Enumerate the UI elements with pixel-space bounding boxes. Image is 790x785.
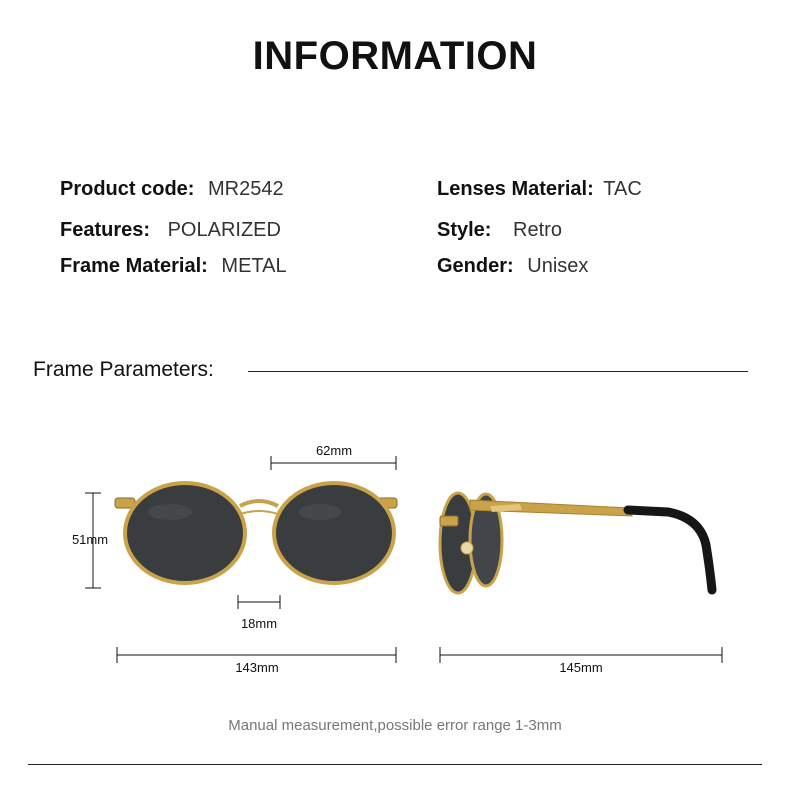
bridge-width-label: 18mm: [240, 616, 278, 631]
spec-label: Lenses Material:: [437, 178, 594, 200]
glasses-side-view: [440, 493, 712, 593]
lens-height-label: 51mm: [71, 532, 109, 547]
temple-length-label: 145mm: [559, 660, 603, 675]
measurement-note: Manual measurement,possible error range 1-3mm: [228, 717, 562, 734]
spec-label: Product code:: [60, 178, 195, 200]
side-hinge: [440, 516, 458, 526]
spec-value: Unisex: [527, 255, 589, 277]
bridge: [240, 501, 278, 506]
spec-value: TAC: [603, 178, 642, 200]
frame-parameters-heading: Frame Parameters:: [33, 358, 214, 381]
lens-width-label: 62mm: [315, 443, 353, 458]
spec-value: MR2542: [208, 178, 284, 200]
spec-label: Frame Material:: [60, 255, 208, 277]
spec-label: Features:: [60, 219, 151, 241]
spec-label: Style:: [437, 219, 492, 241]
lens-highlight: [298, 504, 342, 520]
page-title: INFORMATION: [252, 34, 538, 78]
nose-pad: [461, 542, 473, 554]
lens-highlight: [148, 504, 192, 520]
temple-tip: [628, 510, 712, 590]
spec-value: METAL: [221, 255, 287, 277]
spec-value: POLARIZED: [167, 219, 281, 241]
left-lens: [125, 483, 245, 583]
bottom-divider: [28, 764, 762, 765]
right-lens: [274, 483, 394, 583]
spec-value: Retro: [513, 219, 562, 241]
bridge-lower: [240, 511, 278, 514]
frame-width-label: 143mm: [235, 660, 279, 675]
spec-label: Gender:: [437, 255, 514, 277]
